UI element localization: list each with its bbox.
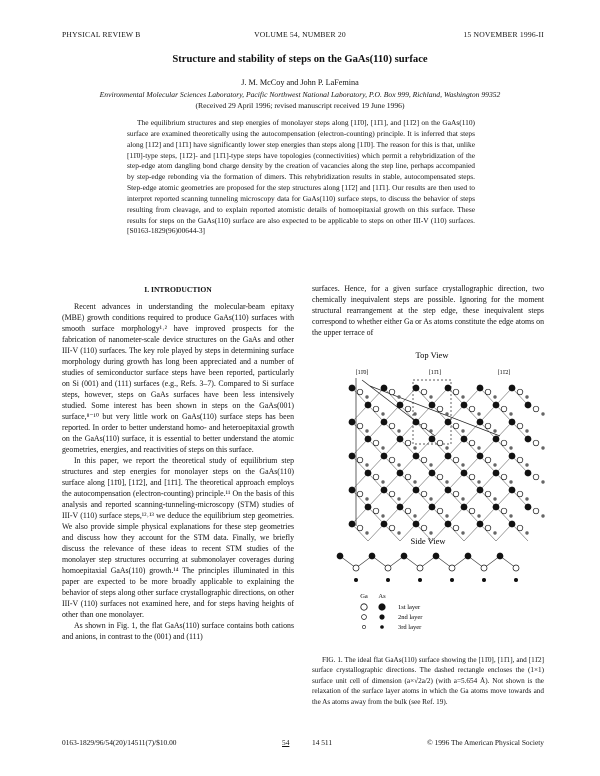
sub-layer-atom (397, 463, 400, 466)
ga-atom (517, 525, 523, 531)
as-atom (525, 402, 532, 409)
paragraph: In this paper, we report the theoretical study of equilibrium step structures and step energies for monolayer steps on the GaAs(110) surface along [11̄0], [11̄2], and [11̄1]. The theoretical approach employs the autocompensation (electron-counting) principle.¹¹ On the basis of this analysis and reported scanning-tunneling-microscopy (STM) studies of III-V (110) surface steps,¹²˒¹³ we deduce the equilibrium step geometries. We also provide simple physical explanations for these step geometries and discuss how they account for the STM data. Finally, we briefly discuss the relevance of these ideas to recent STM studies of the monolayer step structures occurring at submonolayer coverages during homoepitaxial GaAs(110) growth.¹⁴ The principles illuminated in this paper are expected to be more broadly applicable to explaining the behavior of steps along other surface crystallographic directions, on other III-V (110) surfaces not examined here, and for steps having heights of other than one monolayer. (62, 455, 294, 619)
as-atom (381, 385, 388, 392)
page-number: 14 511 (312, 738, 333, 747)
legend-ga-2nd (362, 615, 367, 620)
sub-layer-atom (477, 412, 480, 415)
ga-atom (357, 423, 363, 429)
sub-layer-atom (429, 497, 432, 500)
sub-layer-atom (381, 412, 384, 415)
sub-layer-atom (429, 531, 432, 534)
sub-layer-atom (477, 480, 480, 483)
as-atom (525, 436, 532, 443)
lattice-bond (448, 507, 464, 524)
lattice-bond (480, 439, 496, 456)
sub-layer-atom (514, 578, 518, 582)
as-atom (401, 553, 407, 559)
sub-layer-atom (525, 395, 528, 398)
lattice-bond (496, 422, 512, 439)
ga-atom (389, 423, 395, 429)
ga-atom (485, 525, 491, 531)
lattice-bond (368, 524, 384, 541)
as-atom (497, 553, 503, 559)
ga-atom (453, 423, 459, 429)
as-atom (365, 504, 372, 511)
sub-layer-atom (509, 480, 512, 483)
ga-atom (453, 389, 459, 395)
sub-layer-atom (397, 531, 400, 534)
sub-layer-atom (429, 463, 432, 466)
as-atom (337, 553, 343, 559)
as-atom (477, 385, 484, 392)
sub-layer-atom (413, 412, 416, 415)
as-atom (525, 470, 532, 477)
ga-atom (501, 474, 507, 480)
ga-atom (513, 565, 519, 571)
as-atom (413, 521, 420, 528)
as-atom (525, 504, 532, 511)
ga-atom (405, 406, 411, 412)
as-atom (397, 436, 404, 443)
lattice-bond (352, 405, 368, 422)
sub-layer-atom (525, 429, 528, 432)
as-atom (381, 521, 388, 528)
as-atom (445, 521, 452, 528)
as-atom (477, 521, 484, 528)
legend-as-2nd (379, 614, 384, 619)
as-atom (429, 402, 436, 409)
as-atom (381, 419, 388, 426)
sub-layer-atom (413, 446, 416, 449)
footer-volume: 54 (282, 738, 290, 747)
as-atom (397, 402, 404, 409)
as-atom (429, 470, 436, 477)
ga-atom (421, 389, 427, 395)
lattice-bond (496, 456, 512, 473)
lattice-bond (464, 490, 480, 507)
sub-layer-atom (397, 497, 400, 500)
lattice-bond (416, 439, 432, 456)
as-atom (381, 487, 388, 494)
abstract: The equilibrium structures and step energies of monolayer steps along [11̄0], [11̄1], and [11̄2] on the GaAs(110) surface are examined theoretically using the autocompensation (electron-counting) principle. It is inferred that steps along [11̄2] and [11̄1] have significantly lower step energies than steps along [11̄0]. The reason for this is that, unlike [11̄0]-type steps, [11̄2]- and [11̄1]-type steps have topologies (connectivities) which permit a rehybridization of the step-edge atom dangling bond charge density by the creation of vacancies along the step line, perhaps accompanied by step-edge rebonding via the formation of dimers. This rehybridization results in stable, autocompensated steps. Step-edge atomic geometries are proposed for the step structures along [11̄2] and [11̄1]. Our results are then used to interpret reported scanning tunneling microscopy data for GaAs(110) surface steps, to discuss the behavior of steps resulting from cleavage, and to explain reported atomistic details of homoepitaxial growth on this surface. These results for steps on the GaAs(110) surface are also expected to be applicable to steps on other III-V (110) surfaces. [S0163-1829(96)00644-3] (127, 118, 475, 236)
as-atom (349, 419, 356, 426)
ga-atom (437, 508, 443, 514)
as-atom (461, 470, 468, 477)
as-atom (429, 436, 436, 443)
as-atom (509, 385, 516, 392)
lattice-bond (464, 524, 480, 541)
lattice-bond (400, 422, 416, 439)
paper-title: Structure and stability of steps on the GaAs(110) surface (172, 54, 428, 65)
legend-layer-1: 1st layer (398, 604, 421, 611)
sub-layer-atom (381, 446, 384, 449)
as-atom (397, 470, 404, 477)
ga-atom (481, 565, 487, 571)
sub-layer-atom (477, 514, 480, 517)
sub-layer-atom (482, 578, 486, 582)
as-atom (493, 436, 500, 443)
ga-atom (357, 389, 363, 395)
received-dates: (Received 29 April 1996; revised manuscript received 19 June 1996) (195, 101, 405, 110)
ga-atom (469, 440, 475, 446)
as-atom (413, 419, 420, 426)
issue-date: 15 NOVEMBER 1996-II (463, 30, 544, 39)
as-atom (365, 436, 372, 443)
sub-layer-atom (541, 514, 544, 517)
lattice-bond (416, 405, 432, 422)
lattice-bond (400, 490, 416, 507)
ga-atom (373, 508, 379, 514)
lattice-bond (448, 473, 464, 490)
lattice-bond (400, 456, 416, 473)
sub-layer-atom (525, 531, 528, 534)
sub-layer-atom (461, 429, 464, 432)
ga-atom (501, 508, 507, 514)
as-atom (493, 402, 500, 409)
lattice-bond (480, 473, 496, 490)
ga-atom (469, 406, 475, 412)
sub-layer-atom (509, 446, 512, 449)
as-atom (461, 504, 468, 511)
section-heading: I. INTRODUCTION (144, 285, 212, 294)
ga-atom (389, 525, 395, 531)
lattice-bond (384, 439, 400, 456)
as-atom (509, 453, 516, 460)
journal-name: PHYSICAL REVIEW B (62, 30, 141, 39)
legend-as-1st (378, 603, 385, 610)
sub-layer-atom (445, 514, 448, 517)
sub-layer-atom (541, 480, 544, 483)
copyright: © 1996 The American Physical Society (427, 738, 544, 747)
sub-layer-atom (413, 480, 416, 483)
ga-atom (421, 491, 427, 497)
legend-as-3rd (380, 625, 384, 629)
as-atom (349, 385, 356, 392)
as-atom (461, 436, 468, 443)
lattice-bond (496, 490, 512, 507)
as-atom (477, 419, 484, 426)
as-atom (365, 402, 372, 409)
sub-layer-atom (493, 429, 496, 432)
ga-atom (453, 457, 459, 463)
sub-layer-atom (365, 497, 368, 500)
sub-layer-atom (381, 480, 384, 483)
as-atom (509, 419, 516, 426)
ga-atom (389, 457, 395, 463)
side-view-chain (337, 553, 519, 582)
ga-atom (421, 423, 427, 429)
ga-atom (469, 474, 475, 480)
as-atom (477, 453, 484, 460)
volume-number: VOLUME 54, NUMBER 20 (254, 30, 346, 39)
lattice-bond (384, 405, 400, 422)
legend-ga-1st (361, 604, 367, 610)
sub-layer-atom (461, 395, 464, 398)
lattice-bond (416, 507, 432, 524)
ga-atom (385, 565, 391, 571)
ga-atom (533, 406, 539, 412)
ga-atom (373, 440, 379, 446)
left-column (62, 302, 294, 643)
legend-header-as: As (378, 593, 386, 600)
ga-atom (501, 406, 507, 412)
sub-layer-atom (461, 463, 464, 466)
lattice-bond (352, 473, 368, 490)
paragraph: As shown in Fig. 1, the flat GaAs(110) surface contains both cations and anions, in contrast to the (001) and (111) (62, 620, 294, 641)
as-atom (509, 487, 516, 494)
legend-ga-3rd (362, 625, 365, 628)
legend-layer-2: 2nd layer (398, 614, 423, 621)
sub-layer-atom (413, 514, 416, 517)
ga-atom (389, 491, 395, 497)
as-atom (509, 521, 516, 528)
ga-atom (533, 474, 539, 480)
sub-layer-atom (509, 412, 512, 415)
ga-atom (501, 440, 507, 446)
lattice-bond (496, 524, 512, 541)
sub-layer-atom (418, 578, 422, 582)
lattice-bond (368, 456, 384, 473)
lattice-bond (432, 422, 448, 439)
sub-layer-atom (450, 578, 454, 582)
sub-layer-atom (477, 446, 480, 449)
top-view-lattice (349, 385, 545, 541)
as-atom (445, 419, 452, 426)
as-atom (365, 470, 372, 477)
lattice-bond (352, 507, 368, 524)
sub-layer-atom (541, 446, 544, 449)
sub-layer-atom (461, 531, 464, 534)
ga-atom (389, 389, 395, 395)
direction-label-112: [11̄2] (497, 370, 511, 376)
sub-layer-atom (525, 463, 528, 466)
ga-atom (485, 457, 491, 463)
sub-layer-atom (365, 429, 368, 432)
as-atom (413, 487, 420, 494)
as-atom (397, 504, 404, 511)
lattice-bond (432, 456, 448, 473)
sub-layer-atom (365, 395, 368, 398)
as-atom (493, 504, 500, 511)
sub-layer-atom (525, 497, 528, 500)
sub-layer-atom (365, 463, 368, 466)
as-atom (445, 487, 452, 494)
as-atom (429, 504, 436, 511)
ga-atom (373, 406, 379, 412)
lattice-bond (432, 388, 448, 405)
sub-layer-atom (493, 395, 496, 398)
lattice-bond (432, 490, 448, 507)
sub-layer-atom (509, 514, 512, 517)
sub-layer-atom (397, 395, 400, 398)
as-atom (477, 487, 484, 494)
author-list: J. M. McCoy and John P. LaFemina (241, 78, 359, 87)
lattice-bond (464, 422, 480, 439)
ga-atom (485, 389, 491, 395)
ga-atom (437, 474, 443, 480)
sub-layer-atom (541, 412, 544, 415)
ga-atom (533, 440, 539, 446)
ga-atom (405, 474, 411, 480)
ga-atom (485, 423, 491, 429)
sub-layer-atom (493, 531, 496, 534)
ga-atom (437, 406, 443, 412)
ga-atom (485, 491, 491, 497)
as-atom (413, 385, 420, 392)
lattice-bond (480, 507, 496, 524)
as-atom (465, 553, 471, 559)
ga-atom (533, 508, 539, 514)
ga-atom (517, 423, 523, 429)
paragraph: Recent advances in understanding the molecular-beam epitaxy (MBE) growth conditions required to produce GaAs(110) surfaces with smooth surface morphology¹˒² have improved prospects for the fabrication of nanometer-scale device structures on the GaAs and other III-V (110) surfaces. The key role played by steps in determining surface morphology during growth has long been appreciated and a number of studies of semiconductor surface steps have been reported, particularly on Si (001) and (111) surfaces (e.g., Refs. 3–7). Compared to Si surface steps, however, steps on GaAs surfaces have been less intensively studied. Some interest has been shown in steps on the GaAs(001) surface,⁸⁻¹⁰ but very little work on GaAs(110) surface steps has been reported. In order to better understand homo- and heteroepitaxial growth on the GaAs(110) surface, it is essential to better understand the atomic geometries, energies, and reactivities of steps on this surface. (62, 302, 294, 454)
sub-layer-atom (445, 446, 448, 449)
sub-layer-atom (365, 531, 368, 534)
as-atom (349, 521, 356, 528)
as-atom (461, 402, 468, 409)
ga-atom (517, 457, 523, 463)
as-atom (349, 487, 356, 494)
ga-atom (405, 508, 411, 514)
as-atom (433, 553, 439, 559)
sub-layer-atom (493, 497, 496, 500)
as-atom (493, 470, 500, 477)
sub-layer-atom (429, 429, 432, 432)
side-view-label: Side View (410, 536, 446, 546)
lattice-bond (480, 405, 496, 422)
ga-atom (357, 491, 363, 497)
legend-header-ga: Ga (360, 593, 368, 600)
paragraph: surfaces. Hence, for a given surface crystallographic direction, two chemically inequivalent steps are possible. Ignoring for the moment structural rearrangement at the step edge, these inequivalent steps correspond to whether either Ga or As atoms constitute the edge atoms on the upper terrace of (312, 284, 544, 337)
figure-1 (318, 346, 548, 652)
ga-atom (357, 525, 363, 531)
footer-code: 0163-1829/96/54(20)/14511(7)/$10.00 (62, 738, 177, 747)
lattice-bond (384, 507, 400, 524)
lattice-bond (496, 388, 512, 405)
ga-atom (417, 565, 423, 571)
lattice-bond (384, 473, 400, 490)
sub-layer-atom (397, 429, 400, 432)
top-view-label: Top View (415, 350, 449, 360)
ga-atom (469, 508, 475, 514)
lattice-bond (368, 490, 384, 507)
sub-layer-atom (381, 514, 384, 517)
legend-layer-3: 3rd layer (398, 624, 422, 631)
ga-atom (421, 525, 427, 531)
as-atom (413, 453, 420, 460)
ga-atom (449, 565, 455, 571)
sub-layer-atom (461, 497, 464, 500)
sub-layer-atom (354, 578, 358, 582)
ga-atom (517, 389, 523, 395)
sub-layer-atom (445, 480, 448, 483)
sub-layer-atom (386, 578, 390, 582)
sub-layer-atom (493, 463, 496, 466)
as-atom (369, 553, 375, 559)
ga-atom (405, 440, 411, 446)
ga-atom (517, 491, 523, 497)
ga-atom (353, 565, 359, 571)
sub-layer-atom (445, 412, 448, 415)
ga-atom (437, 440, 443, 446)
as-atom (445, 453, 452, 460)
ga-atom (453, 525, 459, 531)
direction-label-110: [11̄0] (355, 370, 369, 376)
lattice-bond (464, 388, 480, 405)
direction-label-111: [11̄1] (428, 370, 442, 376)
as-atom (381, 453, 388, 460)
ga-atom (453, 491, 459, 497)
lattice-bond (416, 473, 432, 490)
figure-caption: FIG. 1. The ideal flat GaAs(110) surface showing the [11̄0], [11̄1], and [11̄2] surface crystallographic directions. The dashed rectangle encloses the (1×1) surface unit cell of dimension (a×√2a/2) (with a=5.654 Å). Not shown is the relaxation of the surface layer atoms in which the Ga atoms move towards and the As atoms away from the bulk (see Ref. 19). (312, 656, 544, 706)
ga-atom (421, 457, 427, 463)
sub-layer-atom (429, 395, 432, 398)
as-atom (445, 385, 452, 392)
lattice-bond (448, 439, 464, 456)
ga-atom (357, 457, 363, 463)
as-atom (349, 453, 356, 460)
ga-atom (373, 474, 379, 480)
lattice-bond (368, 422, 384, 439)
right-column (312, 284, 544, 339)
lattice-bond (464, 456, 480, 473)
affiliation: Environmental Molecular Sciences Laboratory, Pacific Northwest National Laboratory, P.O. Box 999, Richland, Washington 99352 (99, 90, 501, 99)
lattice-bond (352, 439, 368, 456)
